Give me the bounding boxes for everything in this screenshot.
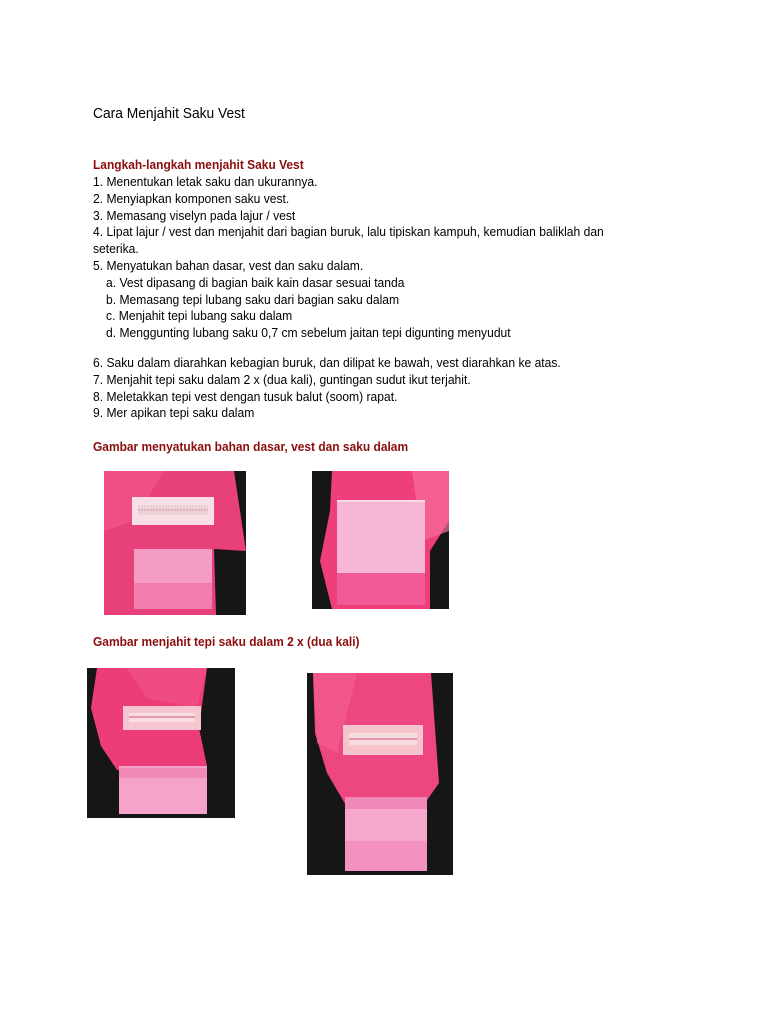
photo-stitching-edge-2 (307, 673, 453, 875)
step-9: 9. Mer apikan tepi saku dalam (93, 405, 255, 421)
step-3: 3. Memasang viselyn pada lajur / vest (93, 207, 296, 223)
step-2: 2. Menyiapkan komponen saku vest. (93, 190, 290, 206)
photo-stitching-edge-1 (87, 668, 235, 818)
photo-vest-on-fabric (104, 471, 246, 615)
step-4: 4. Lipat lajur / vest dan menjahit dari bagian buruk, lalu tipiskan kampuh, kemudian baliklah dan (93, 224, 604, 240)
figure-1-caption: Gambar menyatukan bahan dasar, vest dan saku dalam (93, 439, 409, 454)
step-5: 5. Menyatukan bahan dasar, vest dan saku dalam. (93, 257, 364, 273)
photo-pocket-lining (312, 471, 449, 609)
step-5d: d. Menggunting lubang saku 0,7 cm sebelum jaitan tepi digunting menyudut (106, 325, 511, 341)
steps-heading: Langkah-langkah menjahit Saku Vest (93, 157, 304, 172)
step-8: 8. Meletakkan tepi vest dengan tusuk balut (soom) rapat. (93, 388, 398, 404)
step-6: 6. Saku dalam diarahkan kebagian buruk, dan dilipat ke bawah, vest diarahkan ke atas. (93, 354, 561, 370)
document-title: Cara Menjahit Saku Vest (93, 105, 245, 122)
step-7: 7. Menjahit tepi saku dalam 2 x (dua kali), guntingan sudut ikut terjahit. (93, 371, 471, 387)
paragraph-gap (93, 342, 653, 355)
step-1: 1. Menentukan letak saku dan ukurannya. (93, 174, 318, 189)
figure-2-caption: Gambar menjahit tepi saku dalam 2 x (dua kali) (93, 634, 360, 649)
step-5a: a. Vest dipasang di bagian baik kain dasar sesuai tanda (106, 274, 405, 290)
steps-list (93, 174, 653, 422)
step-4-continued: seterika. (93, 241, 139, 257)
step-5c: c. Menjahit tepi lubang saku dalam (106, 308, 293, 324)
step-5b: b. Memasang tepi lubang saku dari bagian saku dalam (106, 291, 400, 307)
